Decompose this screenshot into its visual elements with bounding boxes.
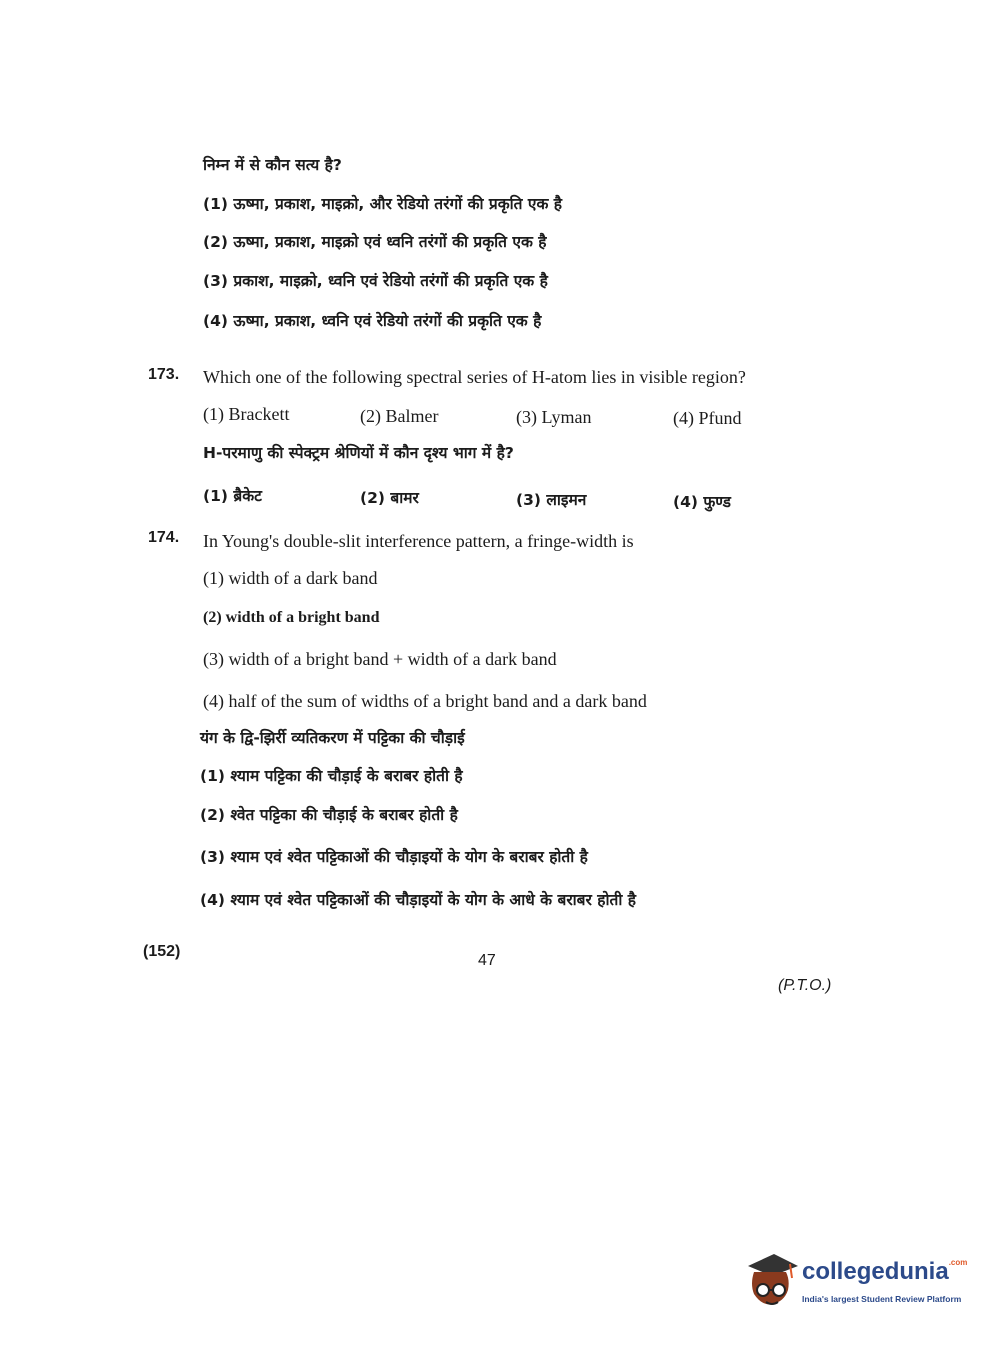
prev-question-option-1: (1) ऊष्मा, प्रकाश, माइक्रो, और रेडियो तरंगों की प्रकृति एक है	[203, 195, 562, 213]
question-173-hindi-stem: H-परमाणु की स्पेक्ट्रम श्रेणियों में कौन दृश्य भाग में है?	[203, 444, 514, 462]
mascot-icon	[742, 1250, 800, 1312]
question-174-option-2: (2) width of a bright band	[203, 609, 380, 626]
collegedunia-watermark	[742, 1250, 972, 1312]
question-173-option-2: (2) Balmer	[360, 406, 439, 426]
prev-question-option-2: (2) ऊष्मा, प्रकाश, माइक्रो एवं ध्वनि तरंगों की प्रकृति एक है	[203, 233, 547, 251]
question-174-hindi-option-4: (4) श्याम एवं श्वेत पट्टिकाओं की चौड़ाइयों के योग के आधे के बराबर होती है	[200, 891, 636, 909]
question-173-option-1: (1) Brackett	[203, 404, 290, 424]
question-173-hindi-option-2: (2) बामर	[360, 489, 419, 507]
question-173-hindi-option-1: (1) ब्रैकेट	[203, 487, 262, 505]
question-173-number: 173.	[148, 366, 180, 383]
prev-question-option-3: (3) प्रकाश, माइक्रो, ध्वनि एवं रेडियो तरंगों की प्रकृति एक है	[203, 272, 548, 290]
question-173-option-4: (4) Pfund	[673, 408, 742, 428]
question-174-hindi-option-1: (1) श्याम पट्टिका की चौड़ाई के बराबर होती है	[200, 767, 463, 785]
question-174-option-1: (1) width of a dark band	[203, 568, 378, 588]
question-173-option-3: (3) Lyman	[516, 407, 592, 427]
question-173-hindi-option-3: (3) लाइमन	[516, 491, 587, 509]
question-173-hindi-option-4: (4) फुण्ड	[673, 493, 731, 511]
question-174-hindi-option-3: (3) श्याम एवं श्वेत पट्टिकाओं की चौड़ाइयों के योग के बराबर होती है	[200, 848, 588, 866]
question-174-stem: In Young's double-slit interference pattern, a fringe-width is	[203, 531, 634, 551]
question-174-option-3: (3) width of a bright band + width of a dark band	[203, 649, 557, 669]
watermark-brand	[802, 1258, 967, 1286]
watermark-brand-name: collegedunia	[802, 1258, 949, 1285]
question-173-stem: Which one of the following spectral series of H-atom lies in visible region?	[203, 367, 746, 387]
question-174-number: 174.	[148, 529, 180, 546]
question-174-option-4: (4) half of the sum of widths of a bright band and a dark band	[203, 691, 647, 711]
question-174-hindi-stem: यंग के द्वि-झिर्री व्यतिकरण में पट्टिका की चौड़ाई	[200, 729, 465, 747]
page-number: 47	[478, 952, 496, 969]
watermark-tagline: India's largest Student Review Platform	[802, 1294, 962, 1304]
booklet-code: (152)	[143, 943, 181, 960]
prev-question-hindi-stem: निम्न में से कौन सत्य है?	[203, 156, 342, 174]
question-174-hindi-option-2: (2) श्वेत पट्टिका की चौड़ाई के बराबर होती है	[200, 806, 458, 824]
watermark-brand-suffix: .com	[948, 1258, 968, 1267]
prev-question-option-4: (4) ऊष्मा, प्रकाश, ध्वनि एवं रेडियो तरंगों की प्रकृति एक है	[203, 312, 542, 330]
please-turn-over: (P.T.O.)	[778, 977, 832, 994]
